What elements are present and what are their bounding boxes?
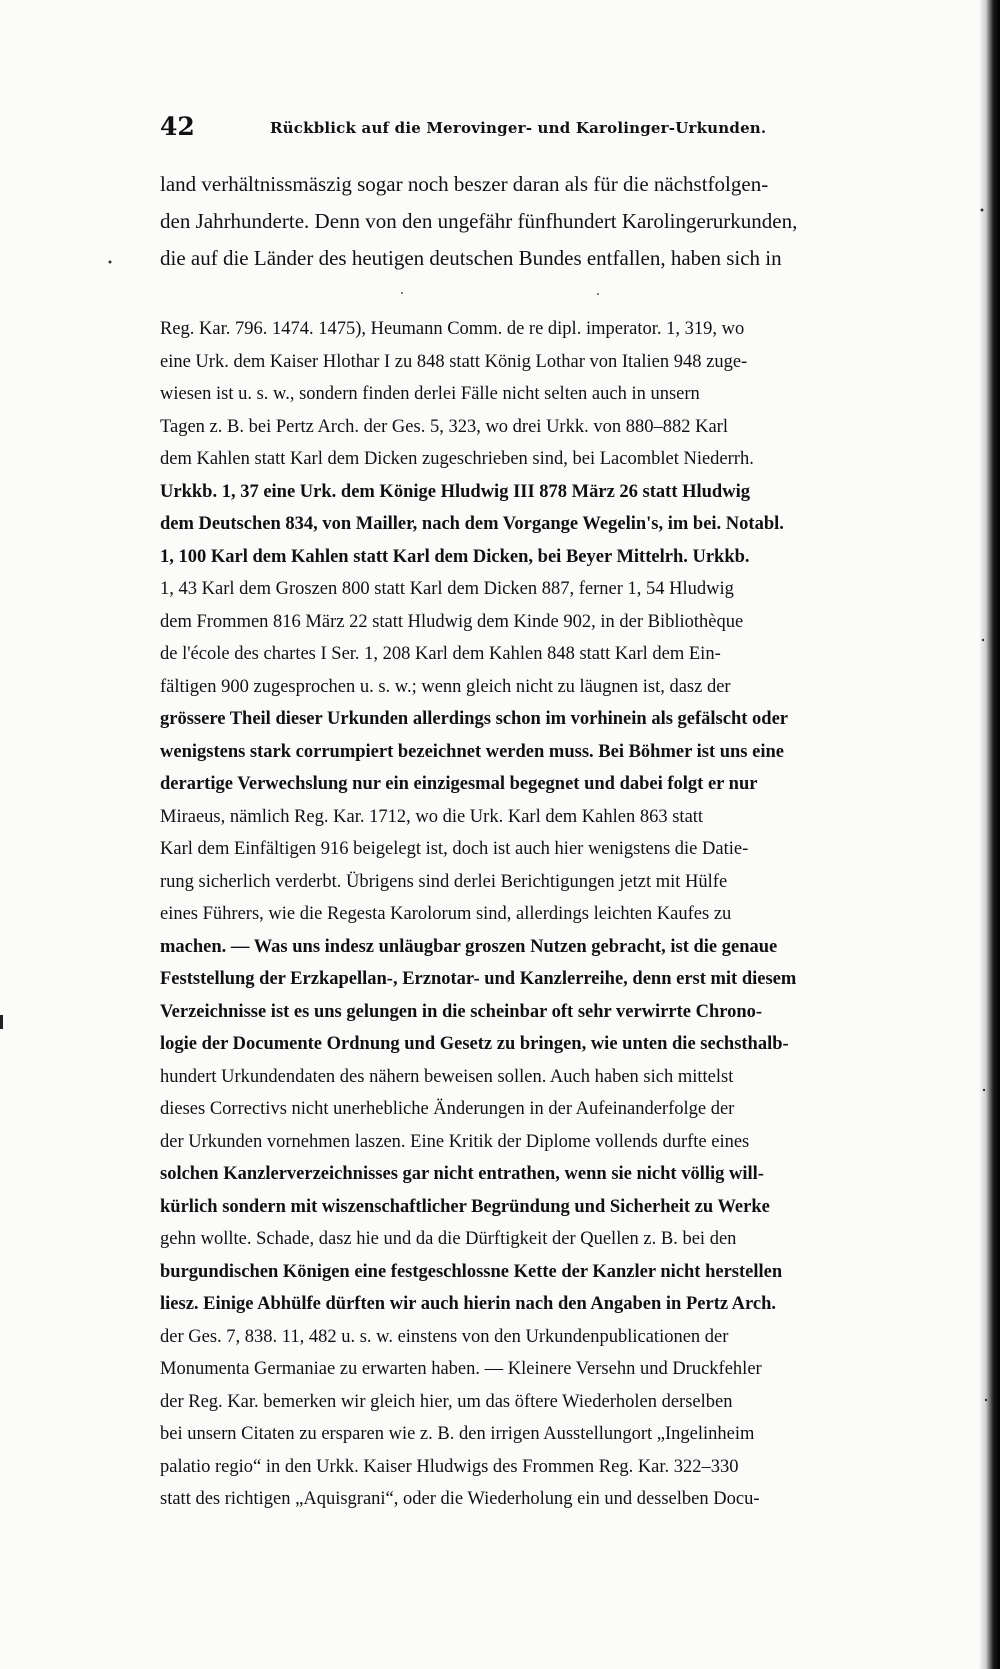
text-line: land verhältnissmäszig sogar noch beszer daran als für die nächstfolgen- [160, 172, 769, 196]
footnote-line: dieses Correctivs nicht unerhebliche Änderungen in der Aufeinanderfolge der [160, 1099, 735, 1119]
page-number: 42 [160, 112, 195, 141]
footnote-line: Karl dem Einfältigen 916 beigelegt ist, doch ist auch hier wenigstens die Datie- [160, 839, 749, 859]
text-line: die auf die Länder des heutigen deutschen Bundes entfallen, haben sich in [160, 246, 782, 270]
scan-margin-mark [0, 1015, 11, 1029]
footnote-line: derartige Verwechslung nur ein einzigesmal begegnet und dabei folgt er nur [160, 774, 758, 794]
footnote-line: Tagen z. B. bei Pertz Arch. der Ges. 5, 323, wo drei Urkk. von 880–882 Karl [160, 416, 728, 437]
footnote-line: der Urkunden vornehmen laszen. Eine Kritik der Diplome vollends durfte eines [160, 1131, 750, 1152]
footnote-line: wiesen ist u. s. w., sondern finden derlei Fälle nicht selten auch in unsern [160, 384, 700, 404]
footnote-block [160, 313, 960, 1516]
footnote-line: solchen Kanzlerverzeichnisses gar nicht entrathen, wenn sie nicht völlig will- [160, 1164, 764, 1184]
footnote-line: grössere Theil dieser Urkunden allerdings schon im vorhinein als gefälscht oder [160, 709, 788, 729]
footnote-line: fältigen 900 zugesprochen u. s. w.; wenn gleich nicht zu läugnen ist, dasz der [160, 676, 731, 697]
scan-speck [597, 293, 599, 295]
scan-speck [401, 292, 403, 294]
footnote-line: machen. — Was uns indesz unläugbar groszen Nutzen gebracht, ist die genaue [160, 936, 778, 957]
footnote-line: liesz. Einige Abhülfe dürften wir auch hierin nach den Angaben in Pertz Arch. [160, 1294, 777, 1314]
footnote-line: de l'école des chartes I Ser. 1, 208 Karl dem Kahlen 848 statt Karl dem Ein- [160, 644, 721, 664]
footnote-line: palatio regio“ in den Urkk. Kaiser Hludwigs des Frommen Reg. Kar. 322–330 [160, 1456, 739, 1477]
footnote-line: statt des richtigen „Aquisgrani“, oder die Wiederholung ein und desselben Docu- [160, 1489, 760, 1509]
footnote-line: 1, 100 Karl dem Kahlen statt Karl dem Dicken, bei Beyer Mittelrh. Urkkb. [160, 546, 750, 567]
footnote-line: kürlich sondern mit wiszenschaftlicher Begründung und Sicherheit zu Werke [160, 1196, 770, 1217]
footnote-line: dem Kahlen statt Karl dem Dicken zugeschrieben sind, bei Lacomblet Niederrh. [160, 449, 754, 469]
footnote-line: Urkkb. 1, 37 eine Urk. dem Könige Hludwig III 878 März 26 statt Hludwig [160, 481, 750, 502]
footnote-line: eine Urk. dem Kaiser Hlothar I zu 848 statt König Lothar von Italien 948 zuge- [160, 351, 748, 372]
running-title: Rückblick auf die Merovinger- und Karolinger-Urkunden. [270, 119, 767, 137]
footnote-line: Monumenta Germaniae zu erwarten haben. — Kleinere Versehn und Druckfehler [160, 1359, 762, 1379]
footnote-line: wenigstens stark corrumpiert bezeichnet werden muss. Bei Böhmer ist uns eine [160, 741, 784, 762]
footnote-line: der Ges. 7, 838. 11, 482 u. s. w. einstens von den Urkundenpublicationen der [160, 1326, 729, 1347]
text-line: den Jahrhunderte. Denn von den ungefähr fünfhundert Karolingerurkunden, [160, 209, 798, 233]
footnote-line: Verzeichnisse ist es uns gelungen in die scheinbar oft sehr verwirrte Chrono- [160, 1001, 763, 1022]
footnote-line: Miraeus, nämlich Reg. Kar. 1712, wo die Urk. Karl dem Kahlen 863 statt [160, 806, 704, 827]
footnote-line: eines Führers, wie die Regesta Karolorum sind, allerdings leichten Kaufes zu [160, 904, 732, 924]
page-header [160, 112, 860, 144]
footnote-line: burgundischen Königen eine festgeschlossne Kette der Kanzler nicht herstellen [160, 1261, 783, 1282]
footnote-line: 1, 43 Karl dem Groszen 800 statt Karl dem Dicken 887, ferner 1, 54 Hludwig [160, 579, 734, 599]
footnote-line: der Reg. Kar. bemerken wir gleich hier, um das öftere Wiederholen derselben [160, 1391, 733, 1412]
footnote-line: logie der Documente Ordnung und Gesetz zu bringen, wie unten die sechsthalb- [160, 1034, 789, 1054]
footnote-line: bei unsern Citaten zu ersparen wie z. B. den irrigen Ausstellungort „Ingelinheim [160, 1424, 755, 1444]
page-edge-shadow [978, 0, 1000, 1669]
main-text [160, 166, 960, 277]
footnote-line: gehn wollte. Schade, dasz hie und da die Dürftigkeit der Quellen z. B. bei den [160, 1229, 737, 1249]
footnote-line: dem Frommen 816 März 22 statt Hludwig dem Kinde 902, in der Bibliothèque [160, 611, 744, 632]
footnote-line: Feststellung der Erzkapellan-, Erznotar- und Kanzlerreihe, denn erst mit diesem [160, 969, 797, 989]
footnote-line: dem Deutschen 834, von Mailler, nach dem Vorgange Wegelin's, im bei. Notabl. [160, 514, 784, 534]
scan-speck [109, 261, 112, 264]
footnote-line: Reg. Kar. 796. 1474. 1475), Heumann Comm. de re dipl. imperator. 1, 319, wo [160, 319, 745, 339]
footnote-line: hundert Urkundendaten des nähern beweisen sollen. Auch haben sich mittelst [160, 1066, 734, 1087]
footnote-line: rung sicherlich verderbt. Übrigens sind derlei Berichtigungen jetzt mit Hülfe [160, 871, 728, 892]
